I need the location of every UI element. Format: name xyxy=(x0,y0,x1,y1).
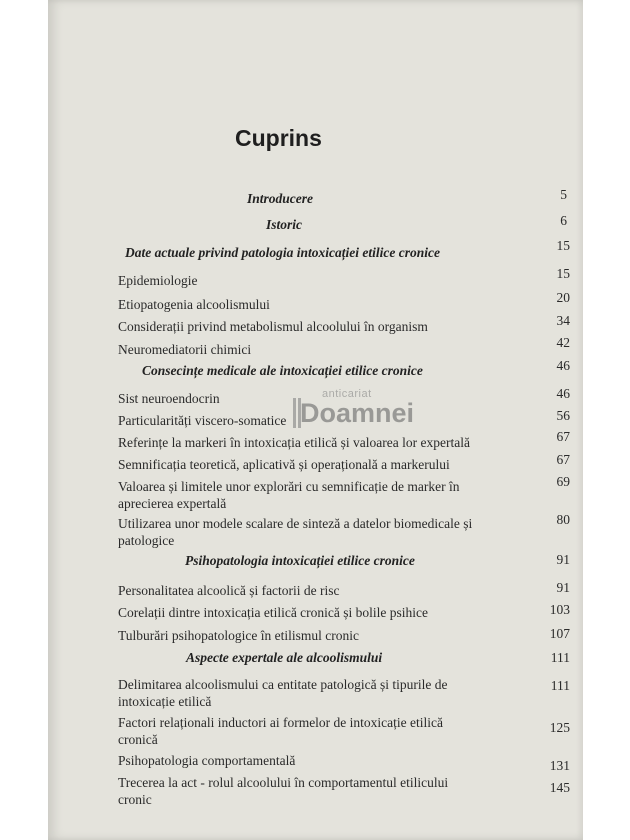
toc-heading-istoric: Istoric xyxy=(266,217,303,232)
toc-page-number: 46 xyxy=(556,358,570,373)
toc-entry: Neuromediatorii chimici xyxy=(118,342,252,357)
toc-page-number: 145 xyxy=(549,780,570,795)
toc-heading-aspecte: Aspecte expertale ale alcoolismului xyxy=(186,650,383,665)
toc-page-number: 111 xyxy=(550,650,570,665)
toc-entry: Factori relaționali inductori ai formelor de intoxicație etilică cronică xyxy=(118,715,444,747)
toc-heading-date-actuale: Date actuale privind patologia intoxicației etilice cronice xyxy=(125,245,440,260)
toc-page-number: 111 xyxy=(550,678,570,693)
toc-page-number: 131 xyxy=(549,758,570,773)
toc-entry: Semnificația teoretică, aplicativă și operațională a markerului xyxy=(118,457,450,472)
toc-entry: Personalitatea alcoolică și factorii de risc xyxy=(118,583,340,598)
toc-entry: Tulburări psihopatologice în etilismul cronic xyxy=(118,628,359,643)
toc-page-number: 91 xyxy=(556,580,570,595)
toc-page-number: 80 xyxy=(556,512,570,527)
toc-entry: Etiopatogenia alcoolismului xyxy=(118,297,270,312)
toc-entry: Psihopatologia comportamentală xyxy=(118,753,296,768)
toc-entry: Delimitarea alcoolismului ca entitate patologică și tipurile de intoxicație etilică xyxy=(118,677,448,709)
toc-page-number: 67 xyxy=(556,452,570,467)
toc-heading-consecinte: Consecințe medicale ale intoxicației etilice cronice xyxy=(142,363,423,378)
toc-entry: Sist neuroendocrin xyxy=(118,391,220,406)
toc-heading-psihopatologia: Psihopatologia intoxicației etilice cronice xyxy=(185,553,415,568)
toc-page-number: 46 xyxy=(556,386,570,401)
toc-entry: Referințe la markeri în intoxicația etilică și valoarea lor expertală xyxy=(118,435,470,450)
toc-page-number: 6 xyxy=(560,213,567,228)
toc-page-number: 103 xyxy=(549,602,570,617)
page-title: Cuprins xyxy=(235,125,322,151)
toc-entry: Considerații privind metabolismul alcoolului în organism xyxy=(118,319,428,334)
toc-page-number: 107 xyxy=(549,626,570,641)
toc-page-number: 56 xyxy=(556,408,570,423)
toc-entry: Trecerea la act - rolul alcoolului în comportamentul etilicului cronic xyxy=(118,775,449,807)
toc-page-number: 15 xyxy=(556,266,570,281)
toc-entry: Epidemiologie xyxy=(118,273,198,288)
toc-page-number: 42 xyxy=(556,335,570,350)
toc-page-number: 34 xyxy=(556,313,570,328)
watermark-line2: Doamnei xyxy=(300,398,415,428)
toc-entry: Corelații dintre intoxicația etilică cronică și bolile psihice xyxy=(118,605,429,620)
toc-page-number: 20 xyxy=(556,290,570,305)
toc-page-number: 91 xyxy=(556,552,570,567)
toc-page-number: 15 xyxy=(556,238,570,253)
toc-entry: Valoarea și limitele unor explorări cu semnificație de marker în aprecierea expertală xyxy=(118,479,460,511)
toc-entry: Utilizarea unor modele scalare de sinteză a datelor biomedicale și patologice xyxy=(118,516,473,548)
toc-entry: Particularități viscero-somatice xyxy=(118,413,287,428)
toc-page-number: 5 xyxy=(560,187,567,202)
toc-page-number: 67 xyxy=(556,429,570,444)
toc-heading-introducere: Introducere xyxy=(247,191,314,206)
toc-page-number: 69 xyxy=(556,474,570,489)
watermark-line1: anticariat xyxy=(322,388,372,400)
toc-page-number: 125 xyxy=(549,720,570,735)
